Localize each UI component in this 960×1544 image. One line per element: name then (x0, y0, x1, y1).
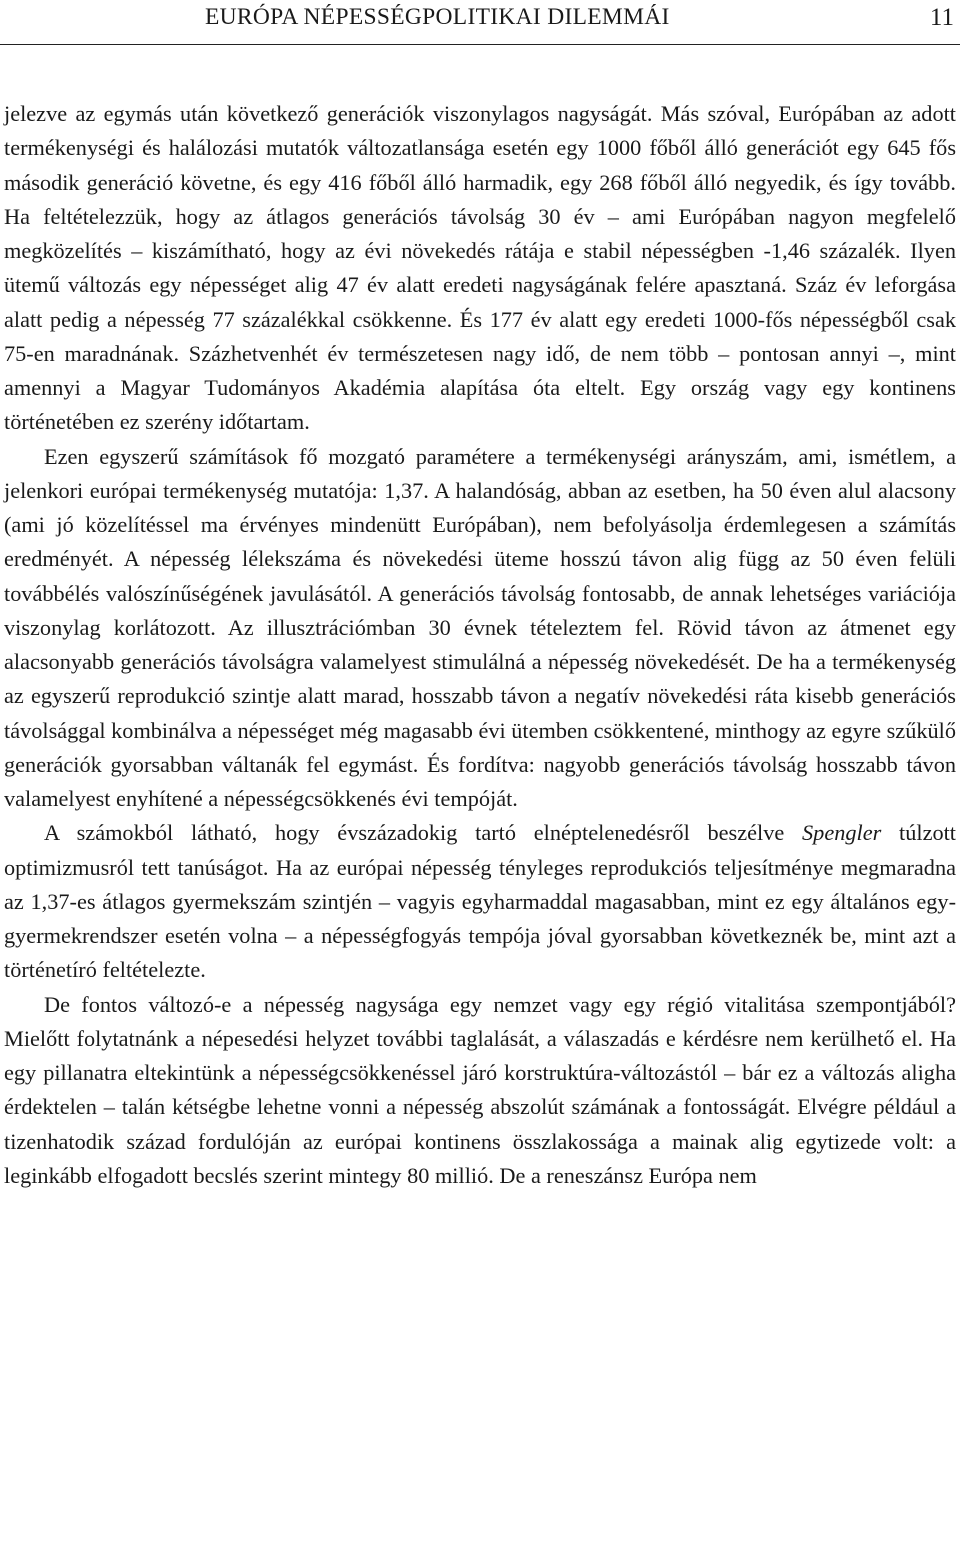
paragraph-4: De fontos változó-e a népesség nagysága egy nemzet vagy egy régió vitalitása szempontjából? Mielőtt folytatnánk a népesedési helyzet további taglalását, a válaszadás e kérdésre nem kerülhető el. Ha egy pillanatra eltekintünk a népességcsökkenéssel járó korstruktúra-változástól – bár ez a változás aligha érdektelen – talán kétségbe lehetne vonni a népesség abszolút számának a fontosságát. Elvégre például a tizenhatodik század fordulóján az európai kontinens összlakossága a mainak alig egytizede volt: a leginkább elfogadott becslés szerint mintegy 80 millió. De a reneszánsz Európa nem (4, 991, 956, 1188)
paragraph-2: Ezen egyszerű számítások fő mozgató paramétere a termékenységi arányszám, ami, ismétlem, a jelenkori európai termékenység mutatója: 1,37. A halandóság, abban az esetben, ha 50 éven alul alacsony (ami jó közelítéssel ma érvényes mindenütt Európában), nem befolyásolja érdemlegesen a számítás eredményét. A népesség lélekszáma és növekedési üteme hosszú távon alig függ az 50 éven felüli továbbélés valószínűségének javulásától. A generációs távolság fontosabb, de annak lehetséges variációja viszonylag korlátozott. Az illusztrációmban 30 évnek tételeztem fel. Rövid távon az átmenet egy alacsonyabb generációs távolságra valamelyest stimulálná a népesség növekedését. De ha a termékenység az egyszerű reprodukció szintje alatt marad, hosszabb távon a negatív növekedési ráta kisebb generációs távolsággal kombinálva a népességet még magasabb évi ütemben csökkentené, minthogy az egyre szűkülő generációk gyorsabban váltanák fel egymást. És fordítva: nagyobb generációs távolság hosszabb távon valamelyest enyhítené a népességcsökkenés évi tempóját. (4, 443, 956, 811)
paragraph-1: jelezve az egymás után következő generációk viszonylagos nagyságát. Más szóval, Európában az adott termékenységi és halálozási mutatók változatlansága esetén egy 1000 főből álló generációt egy 645 fős második generáció követne, és egy 416 főből álló harmadik, egy 268 főből álló negyedik, és így tovább. Ha feltételezzük, hogy az átlagos generációs távolság 30 év – ami Európában nagyon megfelelő megközelítés – kiszámítható, hogy az évi növekedés rátája e stabil népességben -1,46 százalék. Ilyen ütemű változás egy népességet alig 47 év alatt eredeti nagyságának felére apasztaná. Száz év leforgása alatt pedig a népesség 77 százalékkal csökkenne. És 177 év alatt egy eredeti 1000-fős népességből csak 75-en maradnának. Százhetvenhét év természetesen nagy idő, de nem több – pontosan annyi –, mint amennyi a Magyar Tudományos Akadémia alapítása óta eltelt. Egy ország vagy egy kontinens történetében ez szerény időtartam. (4, 101, 956, 435)
running-header (0, 0, 960, 44)
paragraph-3-text-start: A számokból látható, hogy évszázadokig tartó elnéptelenedésről beszélve (44, 820, 803, 846)
header-rule (0, 44, 960, 45)
author-name-spengler: Spengler (802, 820, 882, 846)
paragraph-3 (4, 816, 956, 987)
page-number: 11 (929, 4, 954, 31)
paragraph-3-text-end: túlzott optimizmusról tett tanúságot. Ha az európai népesség tényleges reprodukciós teljesítménye megmaradna az 1,37-es átlagos gyermekszám szintjén – vagyis egyharmaddal magasabban, mint ez egy általános egy-gyermekrendszer esetén volna – a népességfogyás tempója jóval gyorsabban következnék be, mint azt a történetíró feltételezte. (4, 820, 957, 983)
running-title: EURÓPA NÉPESSÉGPOLITIKAI DILEMMÁI (205, 4, 670, 30)
body-text (4, 97, 956, 1193)
